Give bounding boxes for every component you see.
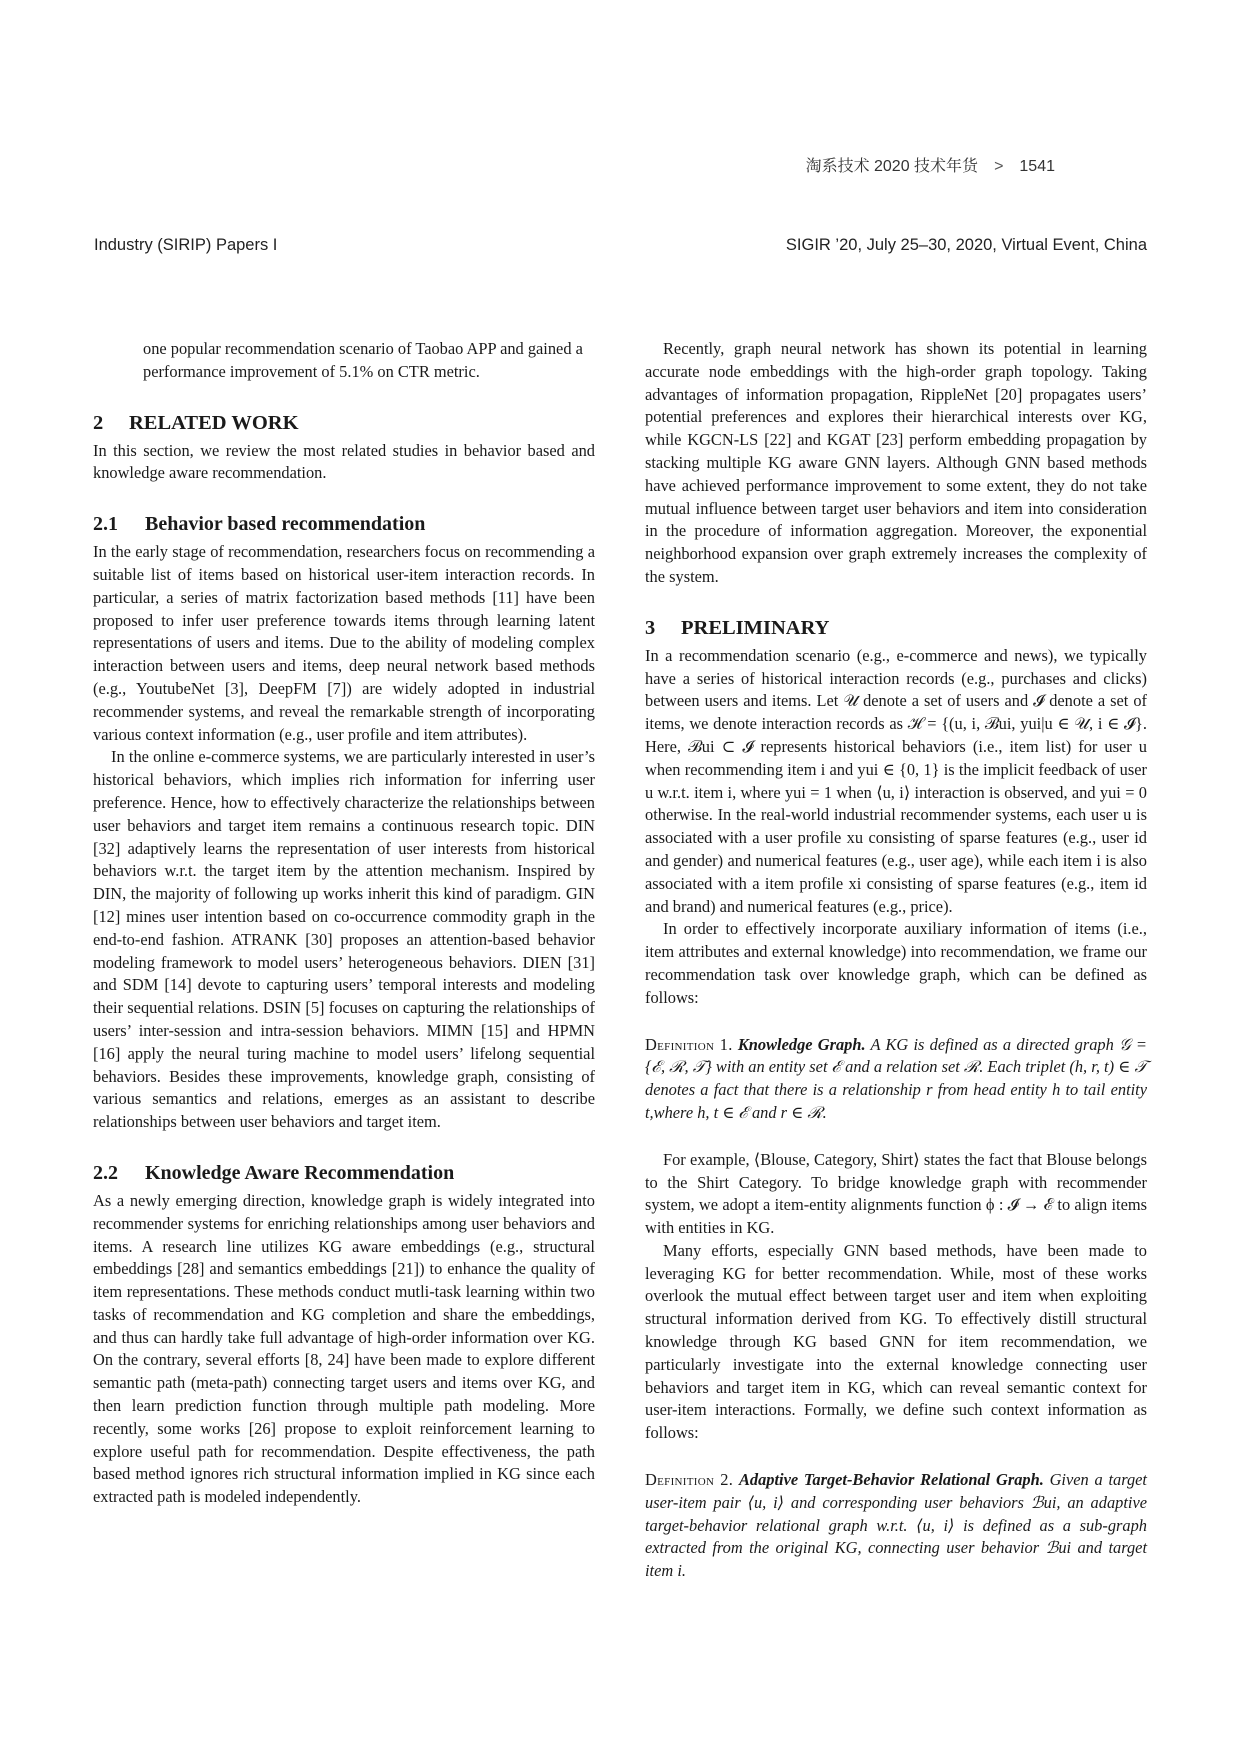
section-heading-preliminary [645,615,1147,641]
paragraph: As a newly emerging direction, knowledge graph is widely integrated into recommender systems for enriching relationships among user behaviors and items. A research line utilizes KG aware embeddings (e.g., structural embeddings [28] and semantics embeddings [21]) to enhance the quality of item representations. These methods conduct mutli-task learning within two tasks of recommendation and KG completion and share the embeddings, and thus can hardly take full advantage of high-order information over KG. On the contrary, several efforts [8, 24] have been made to explore different semantic path (meta-path) connecting target users and items over KG, and then learn prediction function through multiple path modeling. More recently, some works [26] propose to exploit reinforcement learning to explore useful path for recommendation. Despite effectiveness, the path based method ignores rich structural information implied in KG since each extracted path is modeled independently. [93,1190,595,1507]
section-title: RELATED WORK [129,411,299,434]
subsection-heading-behavior [93,511,595,537]
paragraph: In order to effectively incorporate auxiliary information of items (i.e., item attributes and external knowledge) into recommendation, we frame our recommendation task over knowledge graph, which can be defined as follows: [645,919,1147,1007]
subsection-title: Knowledge Aware Recommendation [145,1161,455,1184]
top-header [806,153,1055,176]
subsection-title: Behavior based recommendation [145,513,426,536]
paragraph: In the early stage of recommendation, researchers focus on recommending a suitable list of items based on historical user-item interaction records. In particular, a series of matrix factorization based methods [11] have been proposed to infer user preference towards items through learning latent representations of users and items. Due to the ability of modeling complex interaction between users and items, deep neural network based methods (e.g., YoutubeNet [3], DeepFM [7]) are widely adopted in industrial recommender systems, and reveal the remarkable strength of incorporating various context information (e.g., user profile and item attributes). [93,542,595,744]
lead-paragraph: one popular recommendation scenario of Taobao APP and gained a performance improvement of 5.1% on CTR metric. [143,339,583,381]
paragraph: Many efforts, especially GNN based methods, have been made to leveraging KG for better recommendation. While, most of these works overlook the mutual effect between target user and item when exploiting structural information derived from KG. To effectively distill structural knowledge through KG based GNN for item recommendation, we particularly investigate into the external knowledge connecting user behaviors and target item in KG, which can reveal semantic context for user-item interactions. Formally, we define such context information as follows: [645,1240,1147,1443]
definition-body: A KG is defined as a directed graph 𝒢 = {ℰ, ℛ, 𝒯} with an entity set ℰ and a relation set ℛ. Each triplet (h, r, t) ∈ 𝒯 denotes a fact that there is a relationship r from head entity h to tail entity t,where h, t ∈ ℰ and r ∈ ℛ. [645,1034,1147,1122]
subsection-heading-knowledge [93,1160,595,1186]
section-number: 2 [93,411,104,434]
subsection-number: 2.2 [93,1161,118,1184]
paragraph: In this section, we review the most related studies in behavior based and knowledge aware recommendation. [93,440,595,483]
page-number: 1541 [1019,158,1055,175]
paragraph: In a recommendation scenario (e.g., e-commerce and news), we typically have a series of historical interaction records (e.g., purchases and clicks) between users and items. Let 𝒰 denote a set of users and 𝓘 denote a set of items, we denote interaction records as ℋ = {(u, i, ℬui, yui|u ∈ 𝒰, i ∈ 𝓘}. Here, ℬui ⊂ 𝓘 represents historical behaviors (i.e., item list) for user u when recommending item i and yui ∈ {0, 1} is the implicit feedback of user u w.r.t. item i, where yui = 1 when ⟨u, i⟩ interaction is observed, and yui = 0 otherwise. In the real-world industrial recommender systems, each user u is associated with a user profile xu consisting of sparse features (e.g., user id and gender) and numerical features (e.g., user age), while each item i is also associated with a item profile xi consisting of sparse features (e.g., item id and brand) and numerical features (e.g., price). [645,645,1147,916]
section-title: PRELIMINARY [681,616,830,639]
left-column [93,338,595,1509]
subsection-number: 2.1 [93,513,118,536]
running-head-right: SIGIR ’20, July 25–30, 2020, Virtual Event, China [785,236,1147,254]
definition-1 [645,1034,1147,1125]
right-column [645,338,1147,1607]
paragraph: For example, ⟨Blouse, Category, Shirt⟩ states the fact that Blouse belongs to the Shirt Category. To bridge knowledge graph with recommender system, we adopt a item-entity alignments function ϕ : 𝓘 → ℰ to align items with entities in KG. [645,1149,1147,1238]
running-head-left: Industry (SIRIP) Papers I [94,236,278,254]
paragraph: Recently, graph neural network has shown its potential in learning accurate node embeddings with the high-order graph topology. Taking advantages of information propagation, RippleNet [20] propagates users’ potential preferences and explores their hierarchical interests over KG, while KGCN-LS [22] and KGAT [23] perform embedding propagation by stacking multiple KG aware GNN layers. Although GNN based methods have achieved performance improvement to some extent, they do not take mutual influence between target user behaviors and item into consideration in the procedure of information aggregation. Moreover, the exponential neighborhood expansion over graph extremely increases the complexity of the system. [645,339,1147,586]
paragraph: In the online e-commerce systems, we are particularly interested in user’s historical behaviors, which implies rich information for inferring user preference. Hence, how to effectively characterize the relationships between user behaviors and target item remains a continuous research topic. DIN [32] adaptively learns the representation of user interests from historical behaviors w.r.t. the target item by the attention mechanism. Inspired by DIN, the majority of following up works inherit this kind of paradigm. GIN [12] mines user intention based on co-occurrence commodity graph in the end-to-end fashion. ATRANK [30] proposes an attention-based behavior modeling framework to model users’ heterogeneous behaviors. DIEN [31] and SDM [14] devote to capturing users’ temporal interests and modeling their sequential relations. DSIN [5] focuses on capturing the relationships of users’ inter-session and intra-session behaviors. MIMN [15] and HPMN [16] apply the neural turing machine to model users’ lifelong sequential behaviors. Besides these improvements, knowledge graph, consisting of various semantics and relations, emerges as an assistant to describe relationships between user behaviors and target item. [93,747,595,1132]
header-separator: > [994,158,1004,175]
definition-title: Knowledge Graph. [737,1034,866,1054]
definition-title: Adaptive Target-Behavior Relational Graph. [738,1470,1044,1490]
definition-label: Definition 2. [645,1470,734,1490]
definition-body: Given a target user-item pair ⟨u, i⟩ and corresponding user behaviors ℬui, an adaptive target-behavior relational graph w.r.t. ⟨u, i⟩ is defined as a sub-graph extracted from the original KG, connecting user behavior ℬui and target item i. [645,1470,1147,1581]
section-heading-related-work [93,410,595,436]
section-number: 3 [645,616,656,639]
running-head [94,236,1147,255]
definition-label: Definition 1. [645,1034,733,1054]
definition-2 [645,1469,1147,1583]
header-title: 淘系技术 2020 技术年货 [805,158,979,175]
